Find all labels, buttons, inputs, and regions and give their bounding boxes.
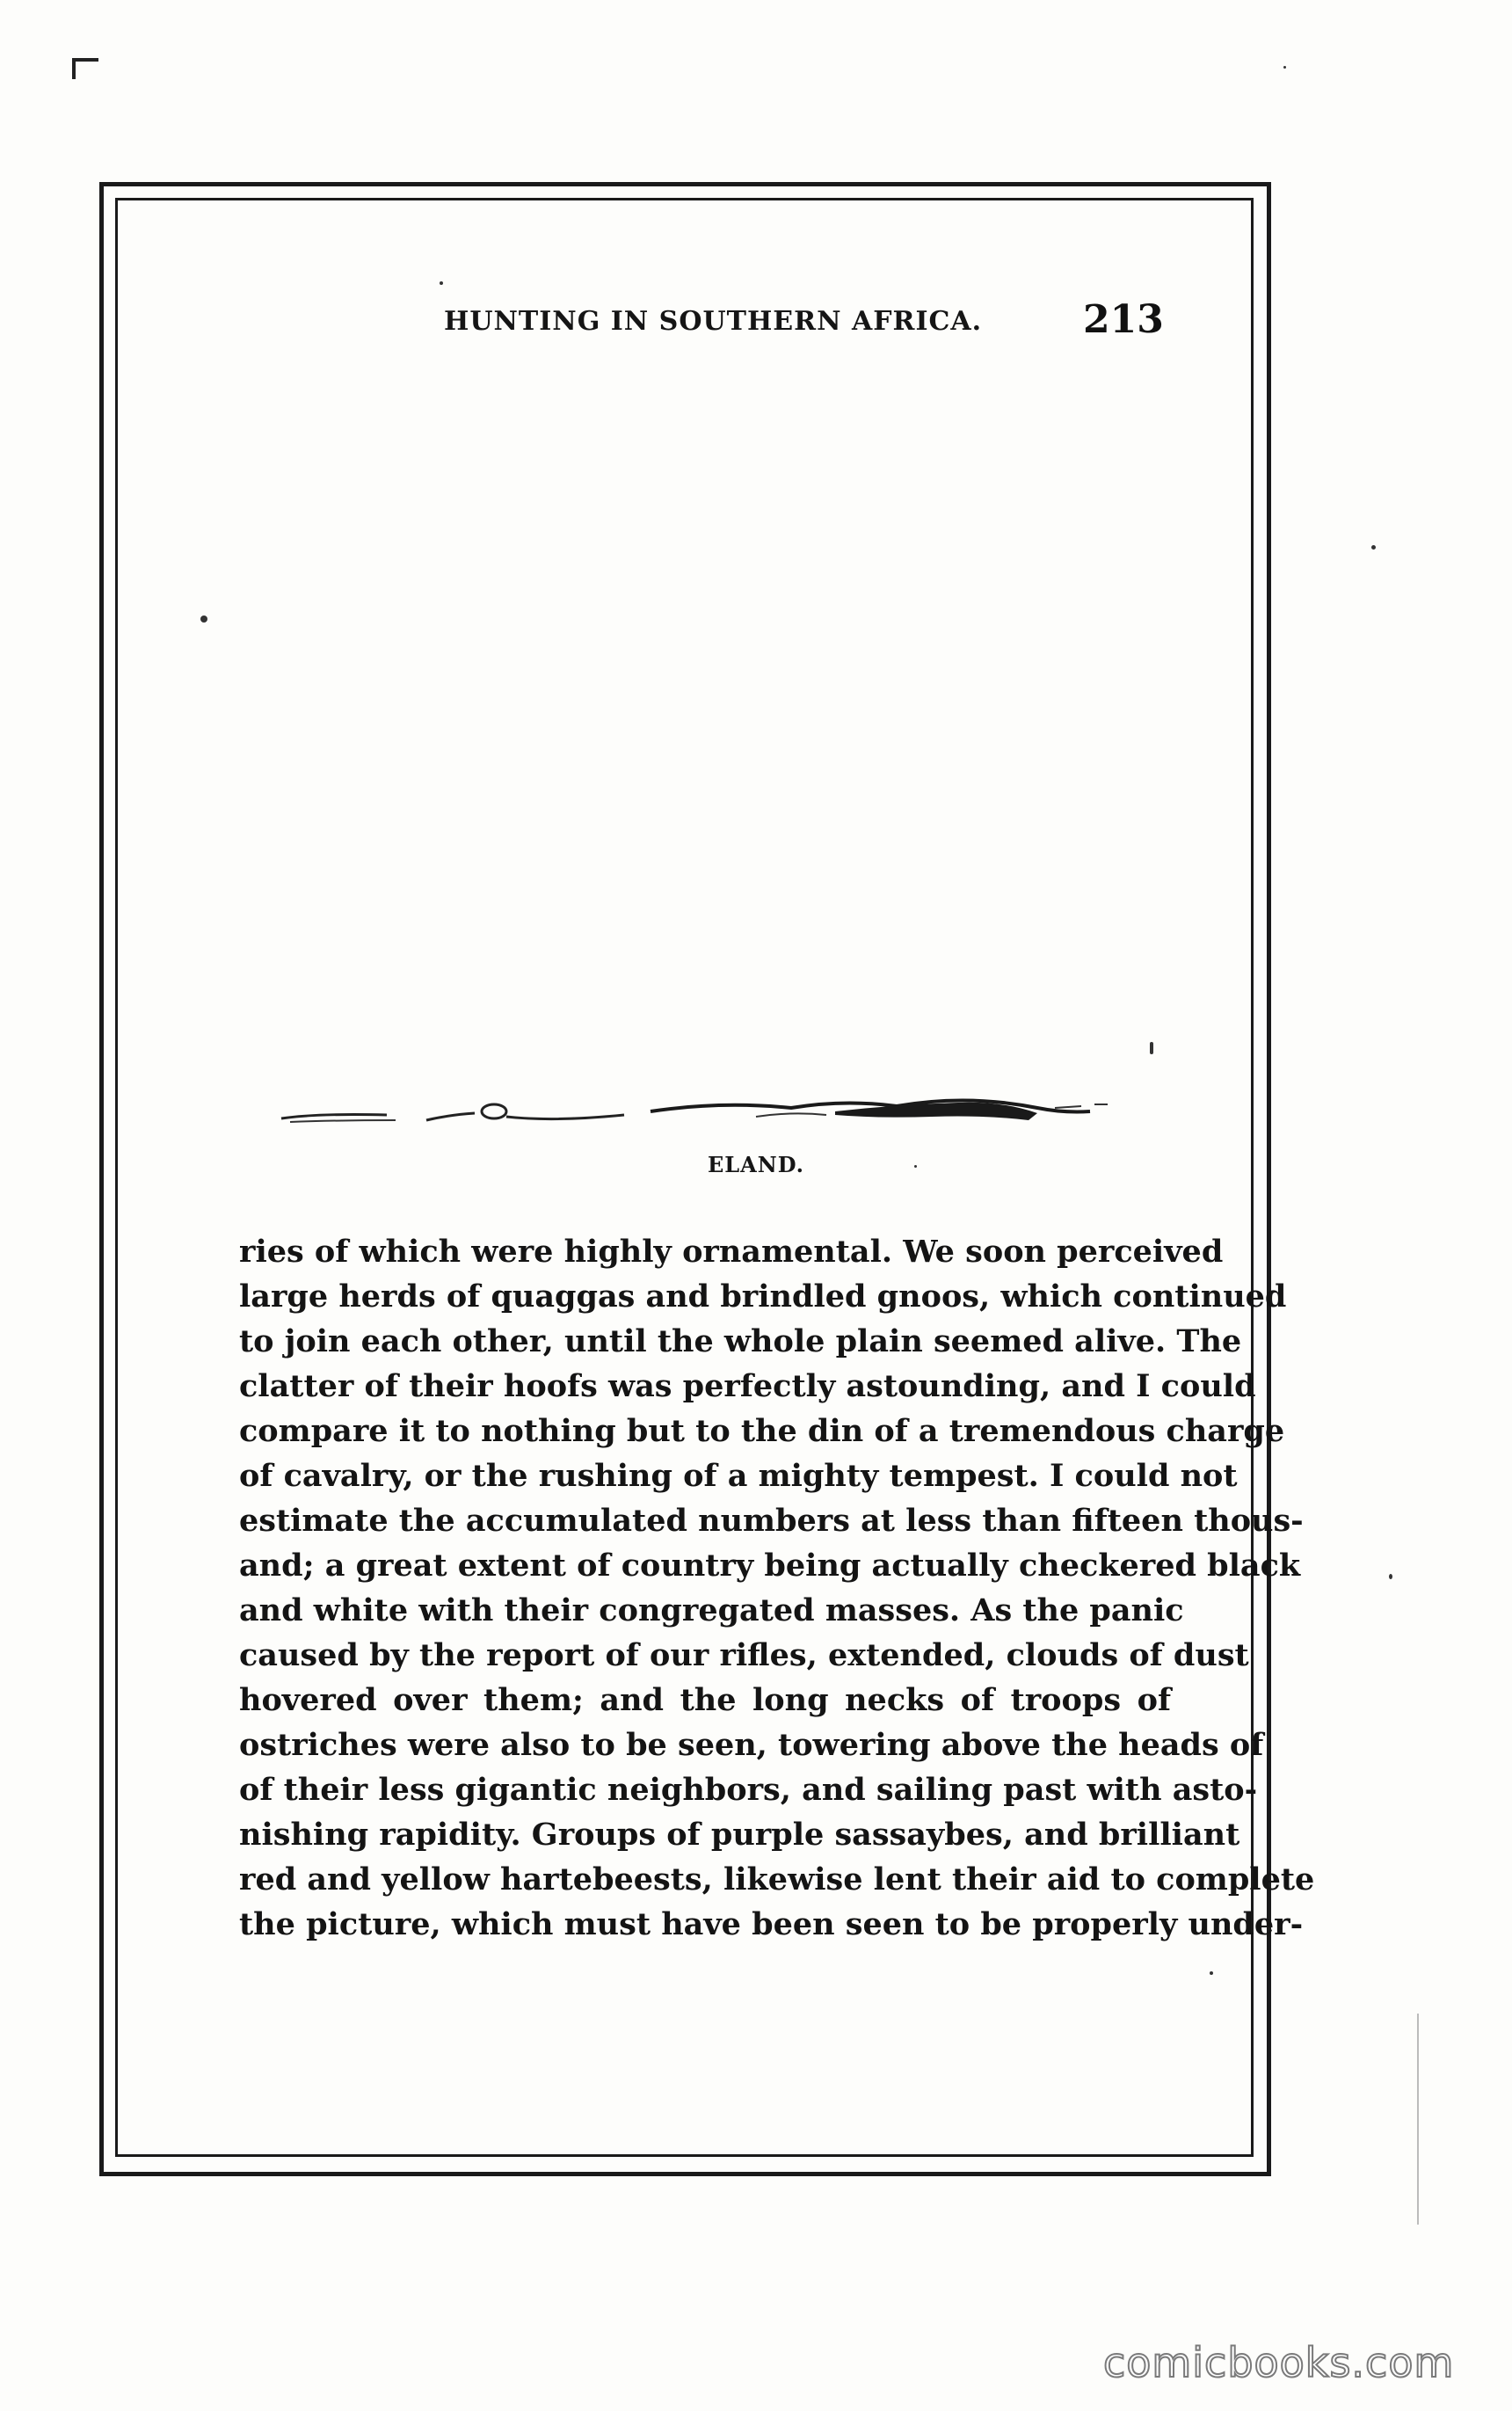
text-line: large herds of quaggas and brindled gnoos, which continued xyxy=(239,1278,1287,1315)
text-line: ostriches were also to be seen, towering above the heads of xyxy=(239,1727,1264,1763)
ink-speck xyxy=(1210,1971,1213,1975)
running-head: HUNTING IN SOUTHERN AFRICA. xyxy=(444,306,983,337)
text-line: ries of which were highly ornamental. We soon perceived xyxy=(239,1234,1224,1270)
ink-speck xyxy=(200,615,207,623)
text-line: of cavalry, or the rushing of a mighty tempest. I could not xyxy=(239,1458,1238,1494)
text-line: of their less gigantic neighbors, and sailing past with asto- xyxy=(239,1772,1258,1808)
body-text xyxy=(239,1229,1315,1947)
ink-speck xyxy=(914,1165,917,1168)
text-line: red and yellow hartebeests, likewise lent their aid to complete xyxy=(239,1861,1315,1897)
ink-speck xyxy=(1371,545,1376,550)
ink-speck xyxy=(1150,1042,1153,1054)
text-line: caused by the report of our rifles, extended, clouds of dust xyxy=(239,1637,1249,1673)
scan-edge-line xyxy=(1417,2014,1419,2225)
ink-speck xyxy=(1283,66,1286,69)
page-number: 213 xyxy=(1083,297,1164,342)
text-line: hovered over them; and the long necks of troops of xyxy=(239,1682,1171,1718)
illustration-caption: ELAND. xyxy=(707,1152,805,1177)
ink-speck xyxy=(1389,1574,1392,1579)
ink-speck xyxy=(440,281,443,285)
text-line: nishing rapidity. Groups of purple sassaybes, and brilliant xyxy=(239,1817,1240,1853)
text-line: estimate the accumulated numbers at less than fifteen thous- xyxy=(239,1503,1304,1539)
eland-illustration-remnant xyxy=(264,1082,1125,1134)
text-line: clatter of their hoofs was perfectly astounding, and I could xyxy=(239,1368,1256,1404)
text-line: the picture, which must have been seen to be properly under- xyxy=(239,1906,1304,1942)
text-line: and white with their congregated masses. As the panic xyxy=(239,1592,1184,1628)
corner-crop-mark xyxy=(72,58,98,79)
text-line: and; a great extent of country being actually checkered black xyxy=(239,1548,1301,1584)
text-line: compare it to nothing but to the din of a tremendous charge xyxy=(239,1413,1285,1449)
watermark: comicbooks.com xyxy=(1103,2339,1455,2386)
text-line: to join each other, until the whole plain seemed alive. The xyxy=(239,1323,1242,1359)
